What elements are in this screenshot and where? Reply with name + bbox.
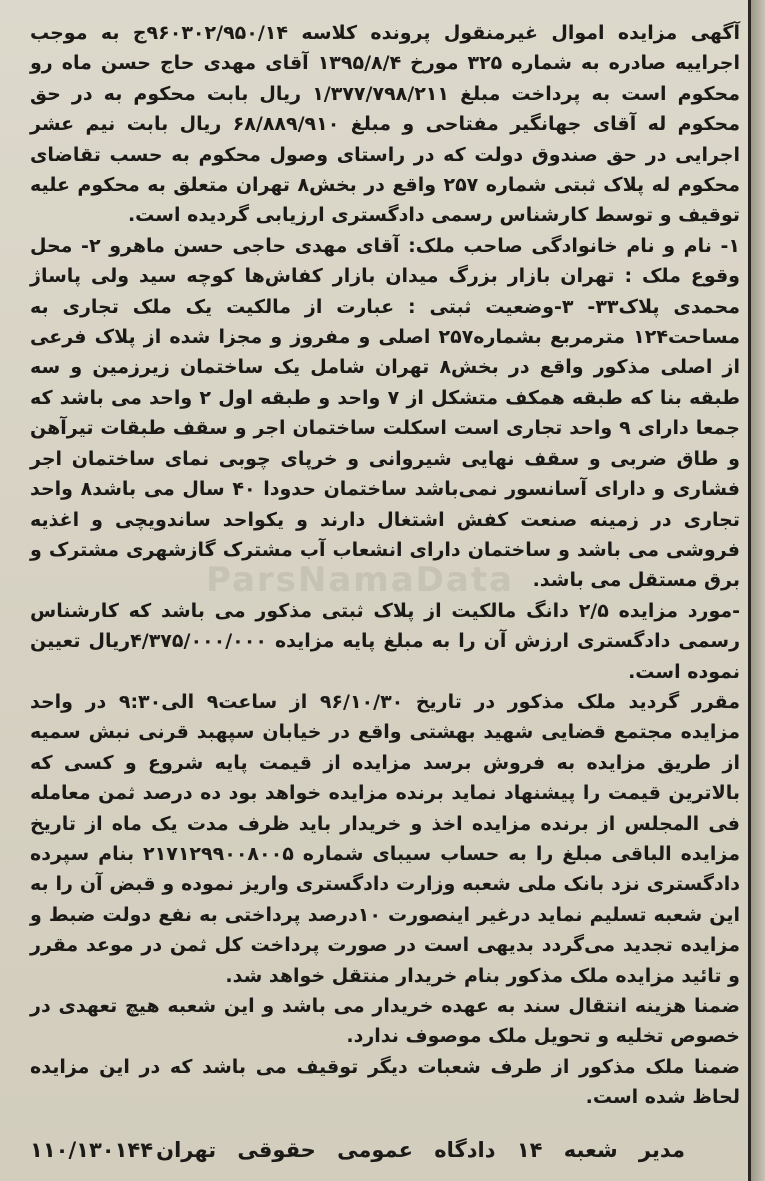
watermark-text: ParsNamaData <box>205 560 515 600</box>
notice-paragraph-transfer-costs: ضمنا هزینه انتقال سند به عهده خریدار می باشد و این شعبه هیچ تعهدی در خصوص تخلیه و تحویل ملک موصوف ندارد. <box>30 995 740 1048</box>
notice-paragraph-intro: آگهی مزایده اموال غیرمنقول پرونده کلاسه ۹۶۰۳۰۲/۹۵۰/۱۴ج به موجب اجراییه صادره به شماره ۳۲۵ مورخ ۱۳۹۵/۸/۴ آقای مهدی حاج حسن ماه رو محکوم است به پرداخت مبلغ ۱/۳۷۷/۷۹۸/۲۱۱ ریال بابت محکوم به در حق محکوم له آقای جهانگیر مفتاحی و مبلغ ۶۸/۸۸۹/۹۱۰ ریال بابت نیم عشر اجرایی در حق صندوق دولت که در راستای وصول محکوم به حسب تقاضای محکوم له پلاک ثبتی شماره ۲۵۷ واقع در بخش۸ تهران متعلق به محکوم علیه توقیف و توسط کارشناس رسمی دادگستری ارزیابی گردیده است. <box>30 22 740 227</box>
court-signature: مدیر شعبه ۱۴ دادگاه عمومی حقوقی تهران <box>156 1138 685 1162</box>
notice-paragraph-other-seizures: ضمنا ملک مذکور از طرف شعبات دیگر توقیف می باشد که در این مزایده لحاظ شده است. <box>30 1055 740 1109</box>
reference-number: ۱۱۰/۱۳۰۱۴۴ <box>30 1138 154 1162</box>
notice-paragraph-auction-terms: مقرر گردید ملک مذکور در تاریخ ۹۶/۱۰/۳۰ از ساعت۹ الی۹:۳۰ در واحد مزایده مجتمع قضایی شهید بهشتی واقع در خیابان سپهبد قرنی نبش سمیه از طریق مزایده به فروش برسد مزایده از قیمت پایه شروع و کسی که بالاترین قیمت را پیشنهاد نماید برنده مزایده خواهد بود ده درصد ثمن معامله فی المجلس از برنده مزایده اخذ و خریدار باید ظرف مدت یک ماه از تاریخ مزایده الباقی مبلغ را به حساب سیبای شماره ۲۱۷۱۲۹۹۰۰۸۰۰۵ بنام سپرده دادگستری نزد بانک ملی شعبه وزارت دادگستری واریز نموده و قبض آن را به این شعبه تسلیم نماید درغیر اینصورت ۱۰درصد پرداختی به نفع دولت ضبط و مزایده تجدید می‌گردد بدیهی است در صورت پرداخت کل ثمن در موعد مقرر و تائید مزایده ملک مذکور بنام خریدار منتقل خواهد شد. <box>30 690 740 987</box>
auction-notice-body <box>30 18 740 1118</box>
notice-paragraph-property-details: ۱- نام و نام خانوادگی صاحب ملک: آقای مهدی حاجی حسن ماهرو ۲- محل وقوع ملک : تهران بازار بزرگ میدان بازار کفاش‌ها کوچه سید ولی پاساژ محمدی پلاک۳۳- ۳-وضعیت ثبتی : عبارت از مالکیت یک ملک تجاری به مساحت۱۲۴ مترمربع بشماره۲۵۷ اصلی و مفروز و مجزا شده از پلاک فرعی از اصلی مذکور واقع در بخش۸ تهران شامل یک ساختمان زیرزمین و سه طبقه بنا که طبقه همکف متشکل از ۷ واحد و طبقه اول ۲ واحد می باشد که جمعا دارای ۹ واحد تجاری است اسکلت ساختمان اجر و سقف طبقات تیرآهن و طاق ضربی و سقف نهایی شیروانی و خرپای چوبی نمای ساختمان اجر فشاری و دارای آسانسور نمی‌باشد ساختمان حدودا ۴۰ سال می باشد۸ واحد تجاری در زمینه صنعت کفش اشتغال دارند و یکواحد ساندویچی و اغذیه فروشی می باشد و ساختمان دارای انشعاب آب مشترک گازشهری مشترک و برق مستقل می باشد. <box>30 234 741 592</box>
notice-paragraph-appraisal: -مورد مزایده ۲/۵ دانگ مالکیت از پلاک ثبتی مذکور می باشد که کارشناس رسمی دادگستری ارزش آن را به مبلغ پایه مزایده ۴/۳۷۵/۰۰۰/۰۰۰ریال تعیین نموده است. <box>30 599 741 683</box>
notice-footer <box>30 1130 685 1170</box>
page-edge-shadow <box>751 0 765 1181</box>
